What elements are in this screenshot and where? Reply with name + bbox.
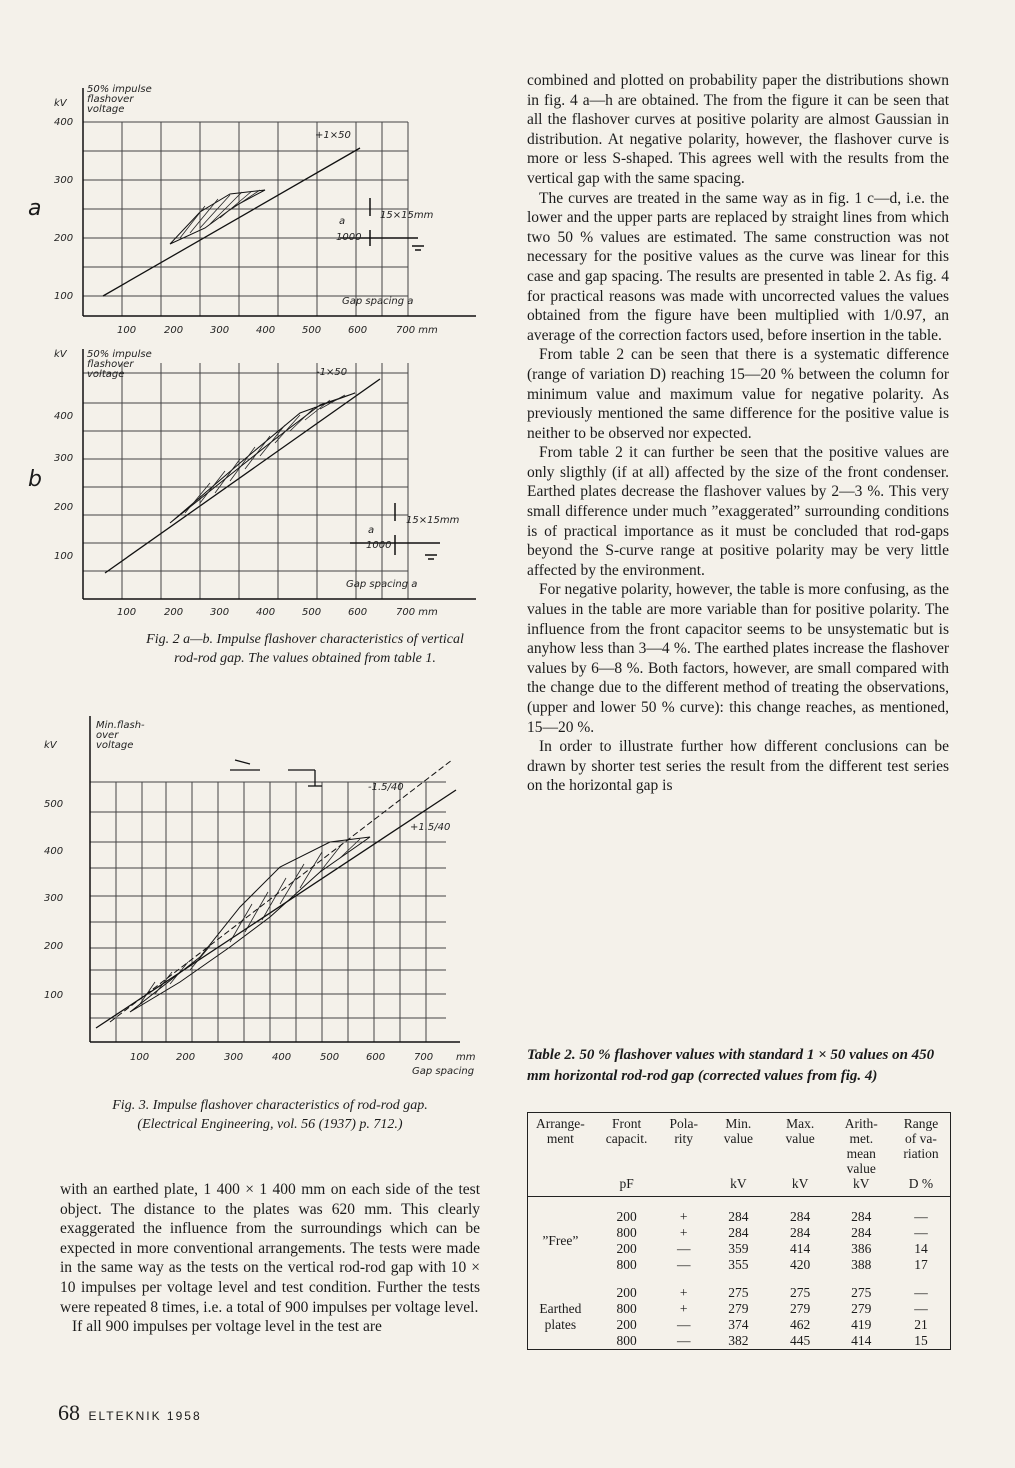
journal-name: ELTEKNIK 1958 — [88, 1409, 202, 1423]
table-cell: 21 — [914, 1317, 928, 1332]
x-tick-2a: 100 — [117, 325, 137, 336]
axes-3 — [90, 716, 460, 1042]
x-tick-3: 500 — [320, 1052, 340, 1063]
table-cell: 445 — [790, 1333, 811, 1348]
right-paragraph-5: For negative polarity, however, the table is more confusing, as the values in the table are more variable than for positive polarity. The influence from the front capacitor seems to be unsystematic but is anyhow less than 3—4 %. The earthed plates increase the flashover values by 6—8 %. Both factors, however, are small compared with the change due to the different method of treating the observations, (upper and lower 50 % curve): this change reaches, as mentioned, 15—20 %. — [527, 581, 949, 736]
x-tick-2a: 600 — [348, 325, 368, 336]
table-cell: + — [679, 1301, 688, 1316]
table-cell: 800 — [616, 1257, 637, 1272]
x-tick-2b: 300 — [210, 607, 230, 618]
y-tick-3: 200 — [44, 941, 64, 952]
y-tick-2b: 100 — [54, 551, 74, 562]
y-title-2a-line1: 50% impulse — [87, 84, 152, 95]
x-tick-2a: 700 mm — [396, 325, 438, 336]
panel-letter-b: b — [28, 467, 42, 492]
th-max-value: Max. value — [785, 1116, 815, 1146]
unit-cell: kV — [853, 1176, 870, 1191]
y-tick-2b: 200 — [54, 502, 74, 513]
group-label-free: ”Free” — [542, 1233, 579, 1248]
right-paragraph-2: The curves are treated in the same way as in fig. 1 c—d, i.e. the lower and the upper parts are replaced by straight lines from which two 50 % values are estimated. The same construction was not necessary for the positive values as the curve was linear for this case and gap spacing. The results are presented in table 2. As fig. 4 for practical reasons was made with uncorrected values the values obtained from the figure have been multiplied with 1/0.97, an average of the correction factors used, before insertion in the table. — [527, 189, 949, 344]
table-cell: 279 — [851, 1301, 872, 1316]
table-cell: 15 — [914, 1333, 928, 1348]
th-range: Range of va- riation — [903, 1116, 939, 1161]
unit-cell — [528, 1176, 593, 1197]
grid-3 — [90, 782, 446, 1042]
table-cell: — — [676, 1333, 691, 1348]
x-tick-3: mm — [456, 1052, 476, 1063]
y-title-3-line2: over — [96, 730, 119, 741]
x-tick-2b: 600 — [348, 607, 368, 618]
table-cell: 284 — [851, 1209, 872, 1224]
figure-2a — [40, 78, 485, 340]
table-cell: 284 — [728, 1209, 749, 1224]
figure-3-caption — [45, 1096, 495, 1134]
page-number: 68 — [58, 1400, 80, 1425]
upper-curve-3 — [110, 760, 452, 1022]
y-tick-3: 500 — [44, 799, 64, 810]
x-tick-2a: 400 — [256, 325, 276, 336]
table-cell: — — [676, 1317, 691, 1332]
y-tick-2a: 200 — [54, 233, 74, 244]
y-tick-2a: 300 — [54, 175, 74, 186]
table-cell: 200 — [616, 1285, 637, 1300]
y-tick-3: 300 — [44, 893, 64, 904]
hatched-band-2b — [170, 393, 355, 523]
th-polarity: Pola- rity — [669, 1116, 698, 1146]
table-cell: + — [679, 1225, 688, 1240]
grid-2a — [83, 122, 408, 316]
table-cell: — — [914, 1301, 928, 1316]
table-cell: 284 — [851, 1225, 872, 1240]
x-tick-3: 200 — [176, 1052, 196, 1063]
axes-2b — [83, 349, 476, 599]
y-title-2b-line1: 50% impulse — [87, 349, 152, 360]
table-cell: 355 — [728, 1257, 749, 1272]
table-cell: 200 — [616, 1241, 637, 1256]
lower-curve-3 — [96, 790, 456, 1028]
th-arrangement: Arrange- ment — [536, 1116, 585, 1146]
table-cell: 388 — [851, 1257, 872, 1272]
x-tick-3: 700 — [414, 1052, 434, 1063]
y-tick-2a: 100 — [54, 291, 74, 302]
table-2 — [527, 1112, 951, 1350]
y-unit-2b: kV — [54, 349, 67, 360]
table-cell: 279 — [790, 1301, 811, 1316]
height-1000-2a: 1000 — [336, 232, 362, 243]
grid-2b — [83, 363, 408, 599]
table-cell: 284 — [728, 1225, 749, 1240]
table-cell: 386 — [851, 1241, 872, 1256]
th-front-capacit: Front capacit. — [605, 1116, 648, 1146]
table-2-title: Table 2. 50 % flashover values with standard 1 × 50 values on 450 mm horizontal rod-rod gap (corrected values from fig. 4) — [527, 1047, 935, 1084]
x-tick-2a: 300 — [210, 325, 230, 336]
gap-spacing-2b: Gap spacing a — [346, 579, 418, 590]
impulse-label-2b: -1×50 — [316, 367, 348, 378]
x-tick-3: 100 — [130, 1052, 150, 1063]
table-cell: 275 — [728, 1285, 749, 1300]
gap-a-2b: a — [368, 525, 375, 536]
table-cell: 200 — [616, 1317, 637, 1332]
table-cell: + — [679, 1285, 688, 1300]
table-cell: 382 — [728, 1333, 749, 1348]
table-2-wrapper — [527, 1112, 951, 1350]
table-cell: 374 — [728, 1317, 749, 1332]
table-cell: 17 — [914, 1257, 928, 1272]
table-row — [528, 1209, 951, 1225]
y-unit-3: kV — [44, 740, 57, 751]
right-paragraph-3: From table 2 can be seen that there is a systematic difference (range of variation D) reaching 15—20 % between the column for minimum value and maximum value for negative polarity. As previously mentioned the same difference for the positive value is neither to be observed nor expected. — [527, 346, 949, 442]
x-tick-2b: 200 — [164, 607, 184, 618]
figure-2-caption-line2: rod-rod gap. The values obtained from table 1. — [174, 651, 436, 666]
impulse-label-2a: +1×50 — [315, 130, 351, 141]
table-cell: 462 — [790, 1317, 811, 1332]
y-title-2b-line3: voltage — [87, 369, 125, 380]
y-title-3-line3: voltage — [96, 740, 134, 751]
table-cell: 200 — [616, 1209, 637, 1224]
table-cell: 359 — [728, 1241, 749, 1256]
y-title-2a-line3: voltage — [87, 104, 125, 115]
unit-cell: D % — [908, 1176, 934, 1191]
table-cell: — — [676, 1241, 691, 1256]
unit-cell — [660, 1176, 707, 1197]
left-column-text — [60, 1180, 480, 1337]
gap-a-2a: a — [339, 216, 346, 227]
unit-cell: kV — [730, 1176, 747, 1191]
page-footer — [58, 1400, 202, 1426]
table-cell: 420 — [790, 1257, 811, 1272]
right-paragraph-1: combined and plotted on probability paper the distributions shown in fig. 4 a—h are obtained. The from the figure it can be seen that all the flashover curves at positive polarity are almost Gaussian in distribution. At negative polarity, however, the flashover curve is more or less S-shaped. This agrees well with the results from the vertical gap with the same spacing. — [527, 72, 949, 187]
figure-3 — [30, 712, 480, 1084]
y-title-2b-line2: flashover — [87, 359, 134, 370]
right-column-text — [527, 71, 949, 796]
left-paragraph-2: If all 900 impulses per voltage level in the test are — [72, 1318, 382, 1336]
gap-sketch-2b — [350, 503, 440, 559]
table-units-row — [528, 1176, 951, 1197]
table-cell: 275 — [790, 1285, 811, 1300]
y-tick-2a: 400 — [54, 117, 74, 128]
x-title-3: Gap spacing — [412, 1066, 475, 1077]
figure-2b — [40, 343, 485, 621]
unit-cell: pF — [619, 1176, 634, 1191]
x-tick-3: 300 — [224, 1052, 244, 1063]
th-arith-mean: Arith- met. mean value — [844, 1116, 878, 1176]
table-cell: 275 — [851, 1285, 872, 1300]
rod-size-2a: 15×15mm — [380, 210, 434, 221]
x-tick-2a: 500 — [302, 325, 322, 336]
height-1000-2b: 1000 — [366, 540, 392, 551]
y-title-3-line1: Min.flash- — [96, 720, 145, 731]
table-cell: 284 — [790, 1225, 811, 1240]
table-cell: + — [679, 1209, 688, 1224]
x-tick-3: 600 — [366, 1052, 386, 1063]
table-cell: 800 — [616, 1301, 637, 1316]
x-tick-2b: 400 — [256, 607, 276, 618]
x-tick-2b: 100 — [117, 607, 137, 618]
figure-3-caption-line2: (Electrical Engineering, vol. 56 (1937) p. 712.) — [137, 1117, 403, 1132]
left-paragraph-1: with an earthed plate, 1 400 × 1 400 mm on each side of the test object. The distance to the plates was 620 mm. This clearly exaggerated the influence from the surroundings which can be expected in more conventional arrangements. The tests were made in the same way as the tests on the vertical rod-rod gap with 10 × 10 impulses per voltage level and test condition. Further the tests were repeated 8 times, i.e. a total of 900 impulses per voltage level. — [60, 1181, 480, 1316]
y-tick-2b: 400 — [54, 411, 74, 422]
y-title-2a-line2: flashover — [87, 94, 134, 105]
rod-size-2b: 15×15mm — [406, 515, 460, 526]
y-tick-3: 400 — [44, 846, 64, 857]
table-cell: — — [914, 1225, 928, 1240]
regression-line-2b — [105, 379, 380, 573]
neg-curve-label-3: -1.5/40 — [368, 782, 404, 793]
th-min-value: Min. value — [723, 1116, 753, 1146]
regression-line-2a — [103, 148, 360, 296]
x-tick-3: 400 — [272, 1052, 292, 1063]
y-tick-2b: 300 — [54, 453, 74, 464]
gap-spacing-2a: Gap spacing a — [342, 296, 414, 307]
table-cell: 14 — [914, 1241, 928, 1256]
table-cell: — — [914, 1209, 928, 1224]
unit-cell: kV — [791, 1176, 809, 1191]
table-cell: 419 — [851, 1317, 872, 1332]
figure-2-caption — [85, 630, 525, 668]
table-cell: — — [676, 1257, 691, 1272]
table-cell: 284 — [790, 1209, 811, 1224]
panel-letter-a: a — [28, 196, 42, 221]
table-cell: 800 — [616, 1225, 637, 1240]
table-cell: 414 — [790, 1241, 811, 1256]
y-tick-3: 100 — [44, 990, 64, 1001]
figure-2-caption-line1: Fig. 2 a—b. Impulse flashover characteristics of vertical — [146, 632, 464, 647]
table-row — [528, 1285, 951, 1301]
table-cell: 279 — [728, 1301, 749, 1316]
x-tick-2b: 700 mm — [396, 607, 438, 618]
figure-3-caption-line1: Fig. 3. Impulse flashover characteristics of rod-rod gap. — [112, 1098, 428, 1113]
pos-curve-label-3: +1.5/40 — [410, 822, 451, 833]
group-label-earthed: Earthed plates — [539, 1301, 582, 1332]
right-paragraph-4: From table 2 it can further be seen that the positive values are only sligthly (if at all) affected by the size of the front condenser. Earthed plates decrease the flashover values by 2—3 %. This very small difference under much ”exaggerated” surrounding conditions is of practical importance as it must be concluded that rod-gaps beyond the S-curve range at positive polarity may be very little affected by the environment. — [527, 444, 949, 579]
table-header-row — [528, 1113, 951, 1177]
right-paragraph-6: In order to illustrate further how different conclusions can be drawn by shorter test series the result from the different test series on the horizontal gap is — [527, 738, 949, 795]
table-cell: — — [914, 1285, 928, 1300]
table-cell: 800 — [616, 1333, 637, 1348]
y-unit-2a: kV — [54, 98, 67, 109]
table-cell: 414 — [851, 1333, 872, 1348]
x-tick-2b: 500 — [302, 607, 322, 618]
x-tick-2a: 200 — [164, 325, 184, 336]
